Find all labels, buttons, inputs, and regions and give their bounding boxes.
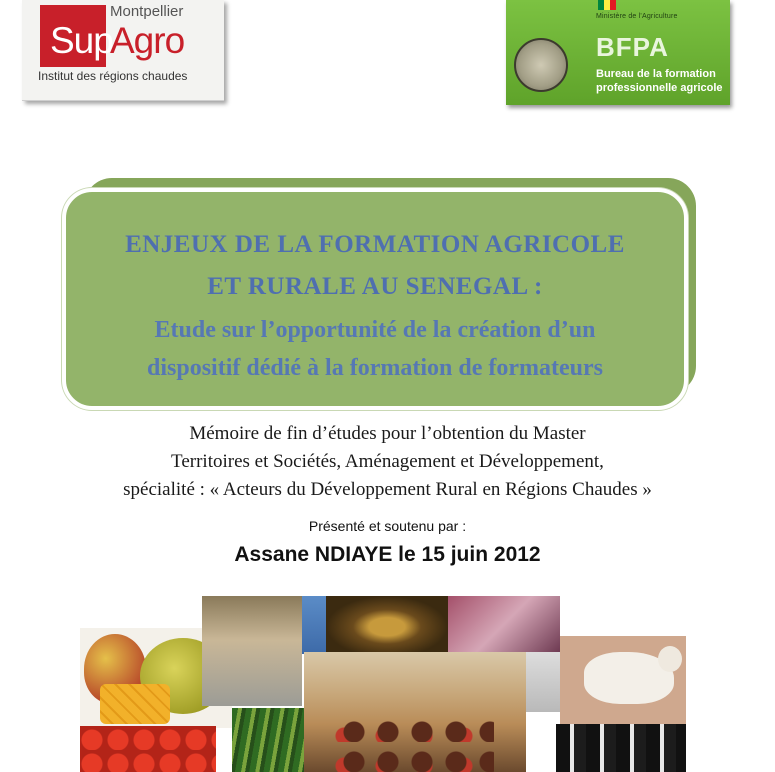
title-line1: ENJEUX DE LA FORMATION AGRICOLE [125, 231, 625, 258]
photo-classroom-objects [202, 596, 302, 706]
supagro-logo [22, 0, 224, 101]
supagro-sup-text: Sup [50, 20, 113, 61]
title-line2: ET RURALE AU SENEGAL : [207, 273, 543, 300]
author-line: Assane NDIAYE le 15 juin 2012 [234, 543, 541, 566]
supagro-city: Montpellier [110, 3, 184, 20]
supagro-subtitle: Institut des régions chaudes [38, 69, 188, 83]
memoire-line3: spécialité : « Acteurs du Développement Rural en Régions Chaudes » [123, 479, 652, 500]
senegal-flag-icon [598, 0, 616, 10]
memoire-line2: Territoires et Sociétés, Aménagement et Développement, [171, 451, 604, 472]
subtitle-line1: Etude sur l’opportunité de la création d’un [154, 317, 596, 343]
photo-plants [232, 708, 308, 772]
photo-bowl [326, 596, 448, 652]
bfpa-fullname-line2: professionnelle agricole [596, 82, 723, 94]
bfpa-acronym: BFPA [596, 32, 669, 62]
subtitle-line2: dispositif dédié à la formation de formateurs [147, 355, 603, 381]
supagro-agro-text: Agro [110, 20, 185, 61]
photo-tomatoes [80, 726, 216, 772]
bfpa-ministere: Ministère de l'Agriculture [596, 13, 678, 20]
bfpa-logo [506, 0, 730, 105]
seal-icon [514, 38, 568, 92]
bfpa-fullname [596, 67, 723, 95]
memoire-line1: Mémoire de fin d’études pour l’obtention du Master [189, 423, 586, 444]
photo-market [448, 596, 560, 652]
photo-sheep [560, 636, 686, 724]
photo-village-meeting [304, 652, 526, 772]
photo-shoes [556, 724, 686, 772]
photo-grain-bags [526, 652, 560, 712]
presented-label: Présenté et soutenu par : [308, 518, 467, 534]
photo-blue-panel [302, 596, 326, 654]
title-box [62, 188, 688, 410]
bfpa-fullname-line1: Bureau de la formation [596, 68, 716, 80]
